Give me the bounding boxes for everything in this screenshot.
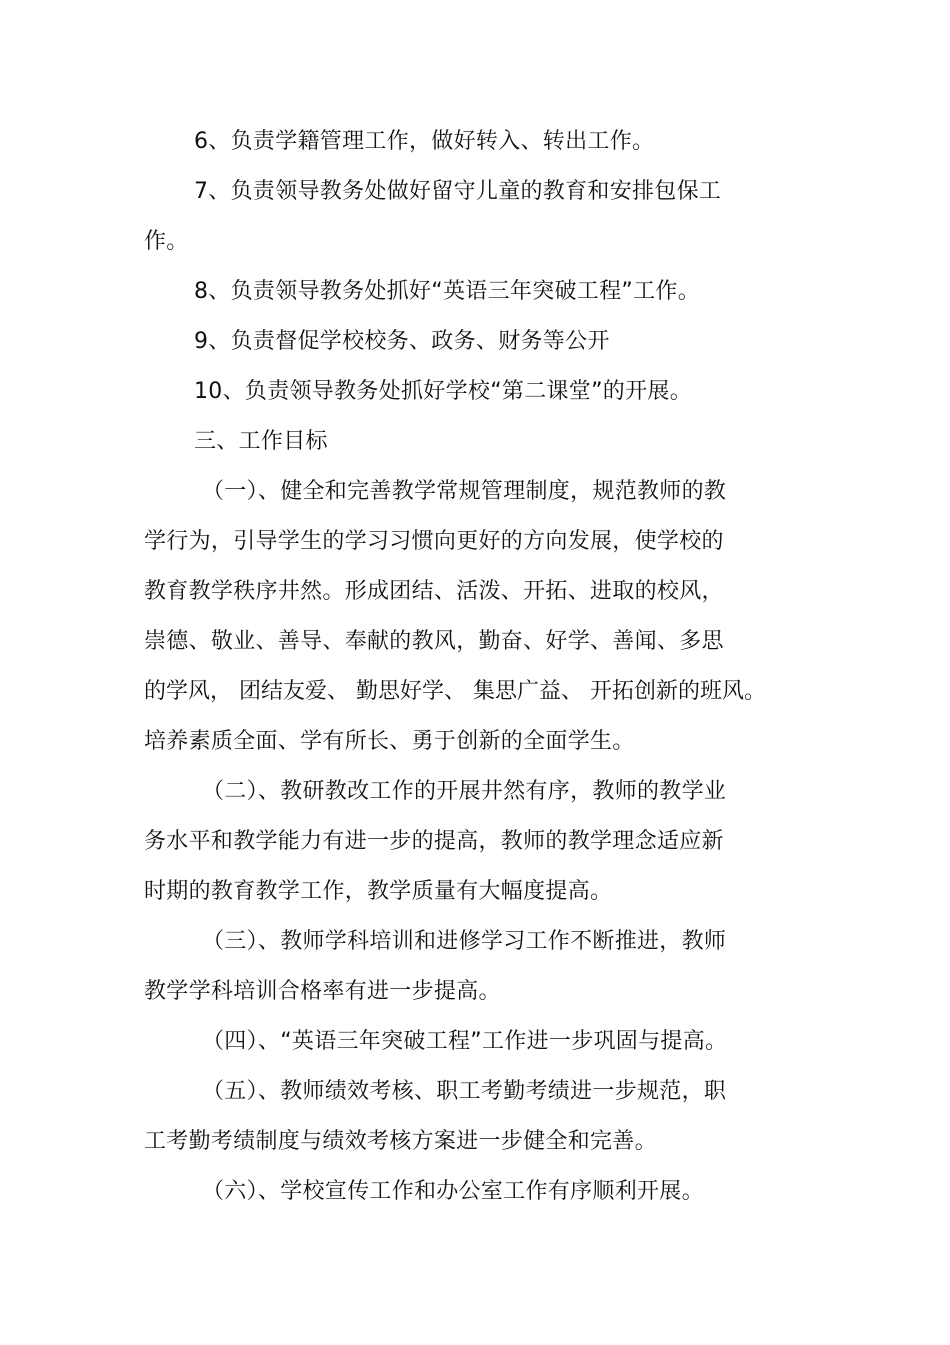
section-heading: 三、工作目标	[194, 429, 328, 454]
text-line: （一）、健全和完善教学常规管理制度，规范教师的教	[202, 479, 727, 504]
text-line: 作。	[144, 229, 189, 254]
text-line: 7、负责领导教务处做好留守儿童的教育和安排包保工	[194, 179, 722, 204]
text-line: （二）、教研教改工作的开展井然有序，教师的教学业	[202, 779, 727, 804]
text-line: 培养素质全面、学有所长、勇于创新的全面学生。	[144, 729, 635, 754]
text-line: （三）、教师学科培训和进修学习工作不断推进，教师	[202, 929, 727, 954]
text-line: 工考勤考绩制度与绩效考核方案进一步健全和完善。	[144, 1129, 657, 1154]
text-line: 10、负责领导教务处抓好学校“第二课堂”的开展。	[194, 379, 692, 404]
text-line: 6、负责学籍管理工作，做好转入、转出工作。	[194, 129, 655, 154]
text-line: 学行为，引导学生的学习习惯向更好的方向发展，使学校的	[144, 529, 724, 554]
text-line: 8、负责领导教务处抓好“英语三年突破工程”工作。	[194, 279, 700, 304]
text-line: （六）、学校宣传工作和办公室工作有序顺利开展。	[202, 1179, 704, 1204]
text-line: 9、负责督促学校校务、政务、财务等公开	[194, 329, 610, 354]
text-line: 务水平和教学能力有进一步的提高，教师的教学理念适应新	[144, 829, 724, 854]
text-line: 的学风， 团结友爱、 勤思好学、 集思广益、 开拓创新的班风。	[144, 679, 766, 704]
text-line: （四）、“英语三年突破工程”工作进一步巩固与提高。	[202, 1029, 728, 1054]
text-line: 教育教学秩序井然。形成团结、活泼、开拓、进取的校风，	[144, 579, 724, 604]
text-line: 教学学科培训合格率有进一步提高。	[144, 979, 501, 1004]
text-line: 崇德、敬业、善导、奉献的教风，勤奋、好学、善闻、多思	[144, 629, 724, 654]
text-line: （五）、教师绩效考核、职工考勤考绩进一步规范，职	[202, 1079, 727, 1104]
text-line: 时期的教育教学工作，教学质量有大幅度提高。	[144, 879, 613, 904]
